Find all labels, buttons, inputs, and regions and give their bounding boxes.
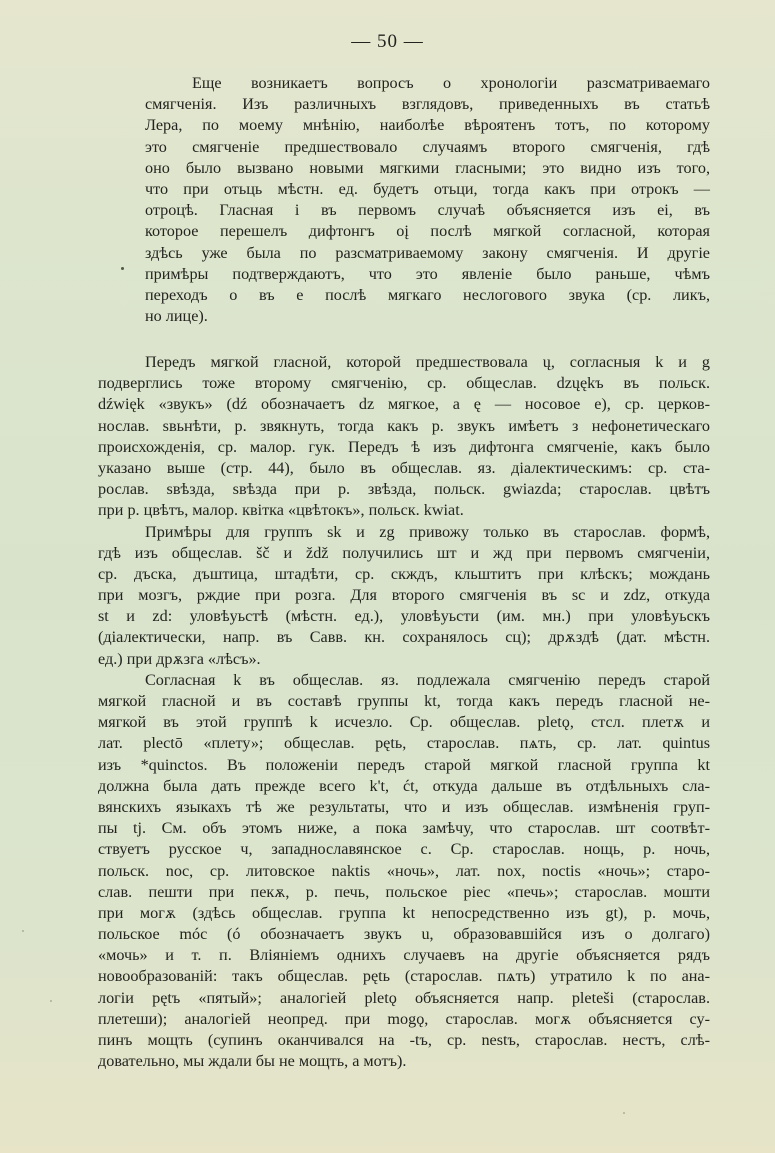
text-line: но лице). (145, 307, 208, 326)
margin-speck (121, 267, 124, 270)
text-line: Лера, по моему мнѣнію, наиболѣе вѣроятенъ тотъ, по которому (145, 116, 710, 135)
paragraph-kt-group (98, 670, 710, 1073)
text-line: ед.) при дрѫзга «лѣсъ». (98, 649, 261, 668)
text-line: это смягченіе предшествовало случаямъ второго смягченія, гдѣ (145, 137, 710, 156)
text-line: довательно, мы ждали бы не мощть, а мотъ). (98, 1052, 407, 1071)
text-line: Согласная k въ общеслав. яз. подлежала смягченію передъ старой (145, 670, 710, 689)
text-line: отроцѣ. Гласная і въ первомъ случаѣ объясняется изъ ei, въ (145, 201, 710, 220)
text-line: плетеши); аналогіей неопред. при mogǫ, старослав. могѫ объясняется су- (98, 1009, 710, 1028)
paragraph-second-palatalization (98, 352, 710, 522)
main-text (98, 352, 710, 1072)
text-line: при могѫ (здѣсь общеслав. группа kt непосредственно изъ gt), р. мочь, (98, 903, 710, 922)
text-line: гдѣ изъ общеслав. šč и ždž получились шт и жд при первомъ смягченіи, (98, 543, 710, 562)
text-line: новообразованій: такъ общеслав. pętь (старослав. пѧть) утратило k по ана- (98, 967, 710, 986)
text-line: лат. plectō «плету»; общеслав. pętь, старослав. пѧть, ср. лат. quintus (98, 734, 710, 753)
text-line: ствуетъ русское ч, западнославянское c. Ср. старослав. нощь, р. ночь, (98, 840, 710, 859)
paper-speck (22, 930, 24, 932)
text-line: ср. дъска, дъштица, штадѣти, ср. скждъ, кльштитъ при клѣскъ; мождань (98, 564, 710, 583)
text-line: подверглись тоже второму смягченію, ср. общеслав. dzųękъ въ польск. (98, 374, 710, 393)
text-line: происхожденія, ср. малор. гук. Передъ ѣ изъ дифтонга смягченіе, какъ было (98, 437, 710, 456)
text-line: мягкой гласной и въ составѣ группы kt, тогда какъ передъ гласной не- (98, 692, 710, 710)
text-line: польск. noc, ср. литовское naktis «ночь», лат. nox, noctis «ночь»; старо- (98, 861, 710, 880)
paragraph-chronology (145, 73, 710, 327)
text-line: при мозгъ, рждие при розга. Для второго смягченія въ sc и zdz, откуда (98, 586, 710, 605)
text-line: пы tj. См. объ этомъ ниже, а пока замѣчу, что старослав. шт соотвѣт- (98, 819, 710, 838)
text-line: слав. пешти при пекѫ, р. печь, польское piec «печь»; старослав. мошти (98, 882, 710, 901)
text-line: примѣры подтверждаютъ, что это явленіе было раньше, чѣмъ (145, 264, 710, 283)
text-line: мягкой въ этой группѣ k исчезло. Ср. общеслав. pletǫ, стсл. плетѫ и (98, 713, 710, 732)
text-line: рослав. ѕвѣзда, ѕвѣзда при р. звѣзда, польск. gwiazda; старослав. цвѣтъ (98, 480, 710, 499)
text-line: логіи pętъ «пятый»; аналогіей pletǫ объясняется напр. pletešі (старослав. (98, 988, 710, 1007)
text-line: которое перешелъ дифтонгъ oį послѣ мягкой согласной, которая (145, 222, 710, 241)
text-line: здѣсь уже была по разсматриваемому закону смягченія. И другіе (145, 243, 710, 262)
text-line: оно было вызвано новыми мягкими гласными; это видно изъ того, (145, 158, 710, 177)
text-line: dźwięk «звукъ» (dź обозначаетъ dz мягкое, а ę — носовое е), ср. церков- (98, 395, 710, 414)
text-line: Примѣры для группъ sk и zg привожу только въ старослав. формѣ, (145, 522, 710, 541)
paper-speck (50, 1000, 52, 1002)
paragraph-sk-zg-groups (98, 522, 710, 670)
text-line: переходъ о въ е послѣ мягкаго неслогового звука (ср. ликъ, (145, 285, 710, 304)
text-line: (діалектически, напр. въ Савв. кн. сохранялось сц); дрѫздѣ (дат. мѣстн. (98, 628, 710, 647)
text-line: при р. цвѣтъ, малор. квітка «цвѣтокъ», польск. kwiat. (98, 501, 464, 520)
text-line: что при отьць мѣстн. ед. будетъ отьци, тогда какъ при отрокъ — (145, 179, 710, 198)
text-line: должна была дать прежде всего k't, ćt, откуда дальше въ отдѣльныхъ сла- (98, 776, 710, 795)
text-line: изъ *quinctos. Въ положеніи передъ старой мягкой гласной группа kt (98, 755, 710, 774)
text-line: Еще возникаетъ вопросъ о хронологіи разсматриваемаго (192, 74, 710, 92)
text-line: смягченія. Изъ различныхъ взглядовъ, приведенныхъ въ статьѣ (145, 95, 710, 114)
text-line: st и zd: уловѣуьстѣ (мѣстн. ед.), уловѣуьсти (им. мн.) при уловѣуьскъ (98, 607, 710, 626)
text-line: вянскихъ языкахъ тѣ же результаты, что и изъ общеслав. измѣненія груп- (98, 797, 710, 816)
paper-speck (623, 1112, 625, 1114)
page-number: — 50 — (351, 31, 424, 52)
text-line: пинъ мощть (супинъ оканчивался на -tъ, ср. nestъ, старослав. нестъ, слѣ- (98, 1031, 710, 1049)
text-line: нослав. ѕвьнѣти, р. звякнуть, тогда какъ р. звукъ имѣетъ з нефонетическаго (98, 416, 710, 435)
text-line: «мочь» и т. п. Вліяніемъ однихъ случаевъ на другіе объясняется рядъ (98, 946, 710, 965)
text-line: польское móc (ó обозначаетъ звукъ u, образовавшійся изъ о долгаго) (98, 925, 710, 944)
text-line: Передъ мягкой гласной, которой предшествовала ų, согласныя k и g (145, 353, 710, 371)
text-line: указано выше (стр. 44), было въ общеслав. яз. діалектическимъ: ср. ста- (98, 458, 710, 477)
